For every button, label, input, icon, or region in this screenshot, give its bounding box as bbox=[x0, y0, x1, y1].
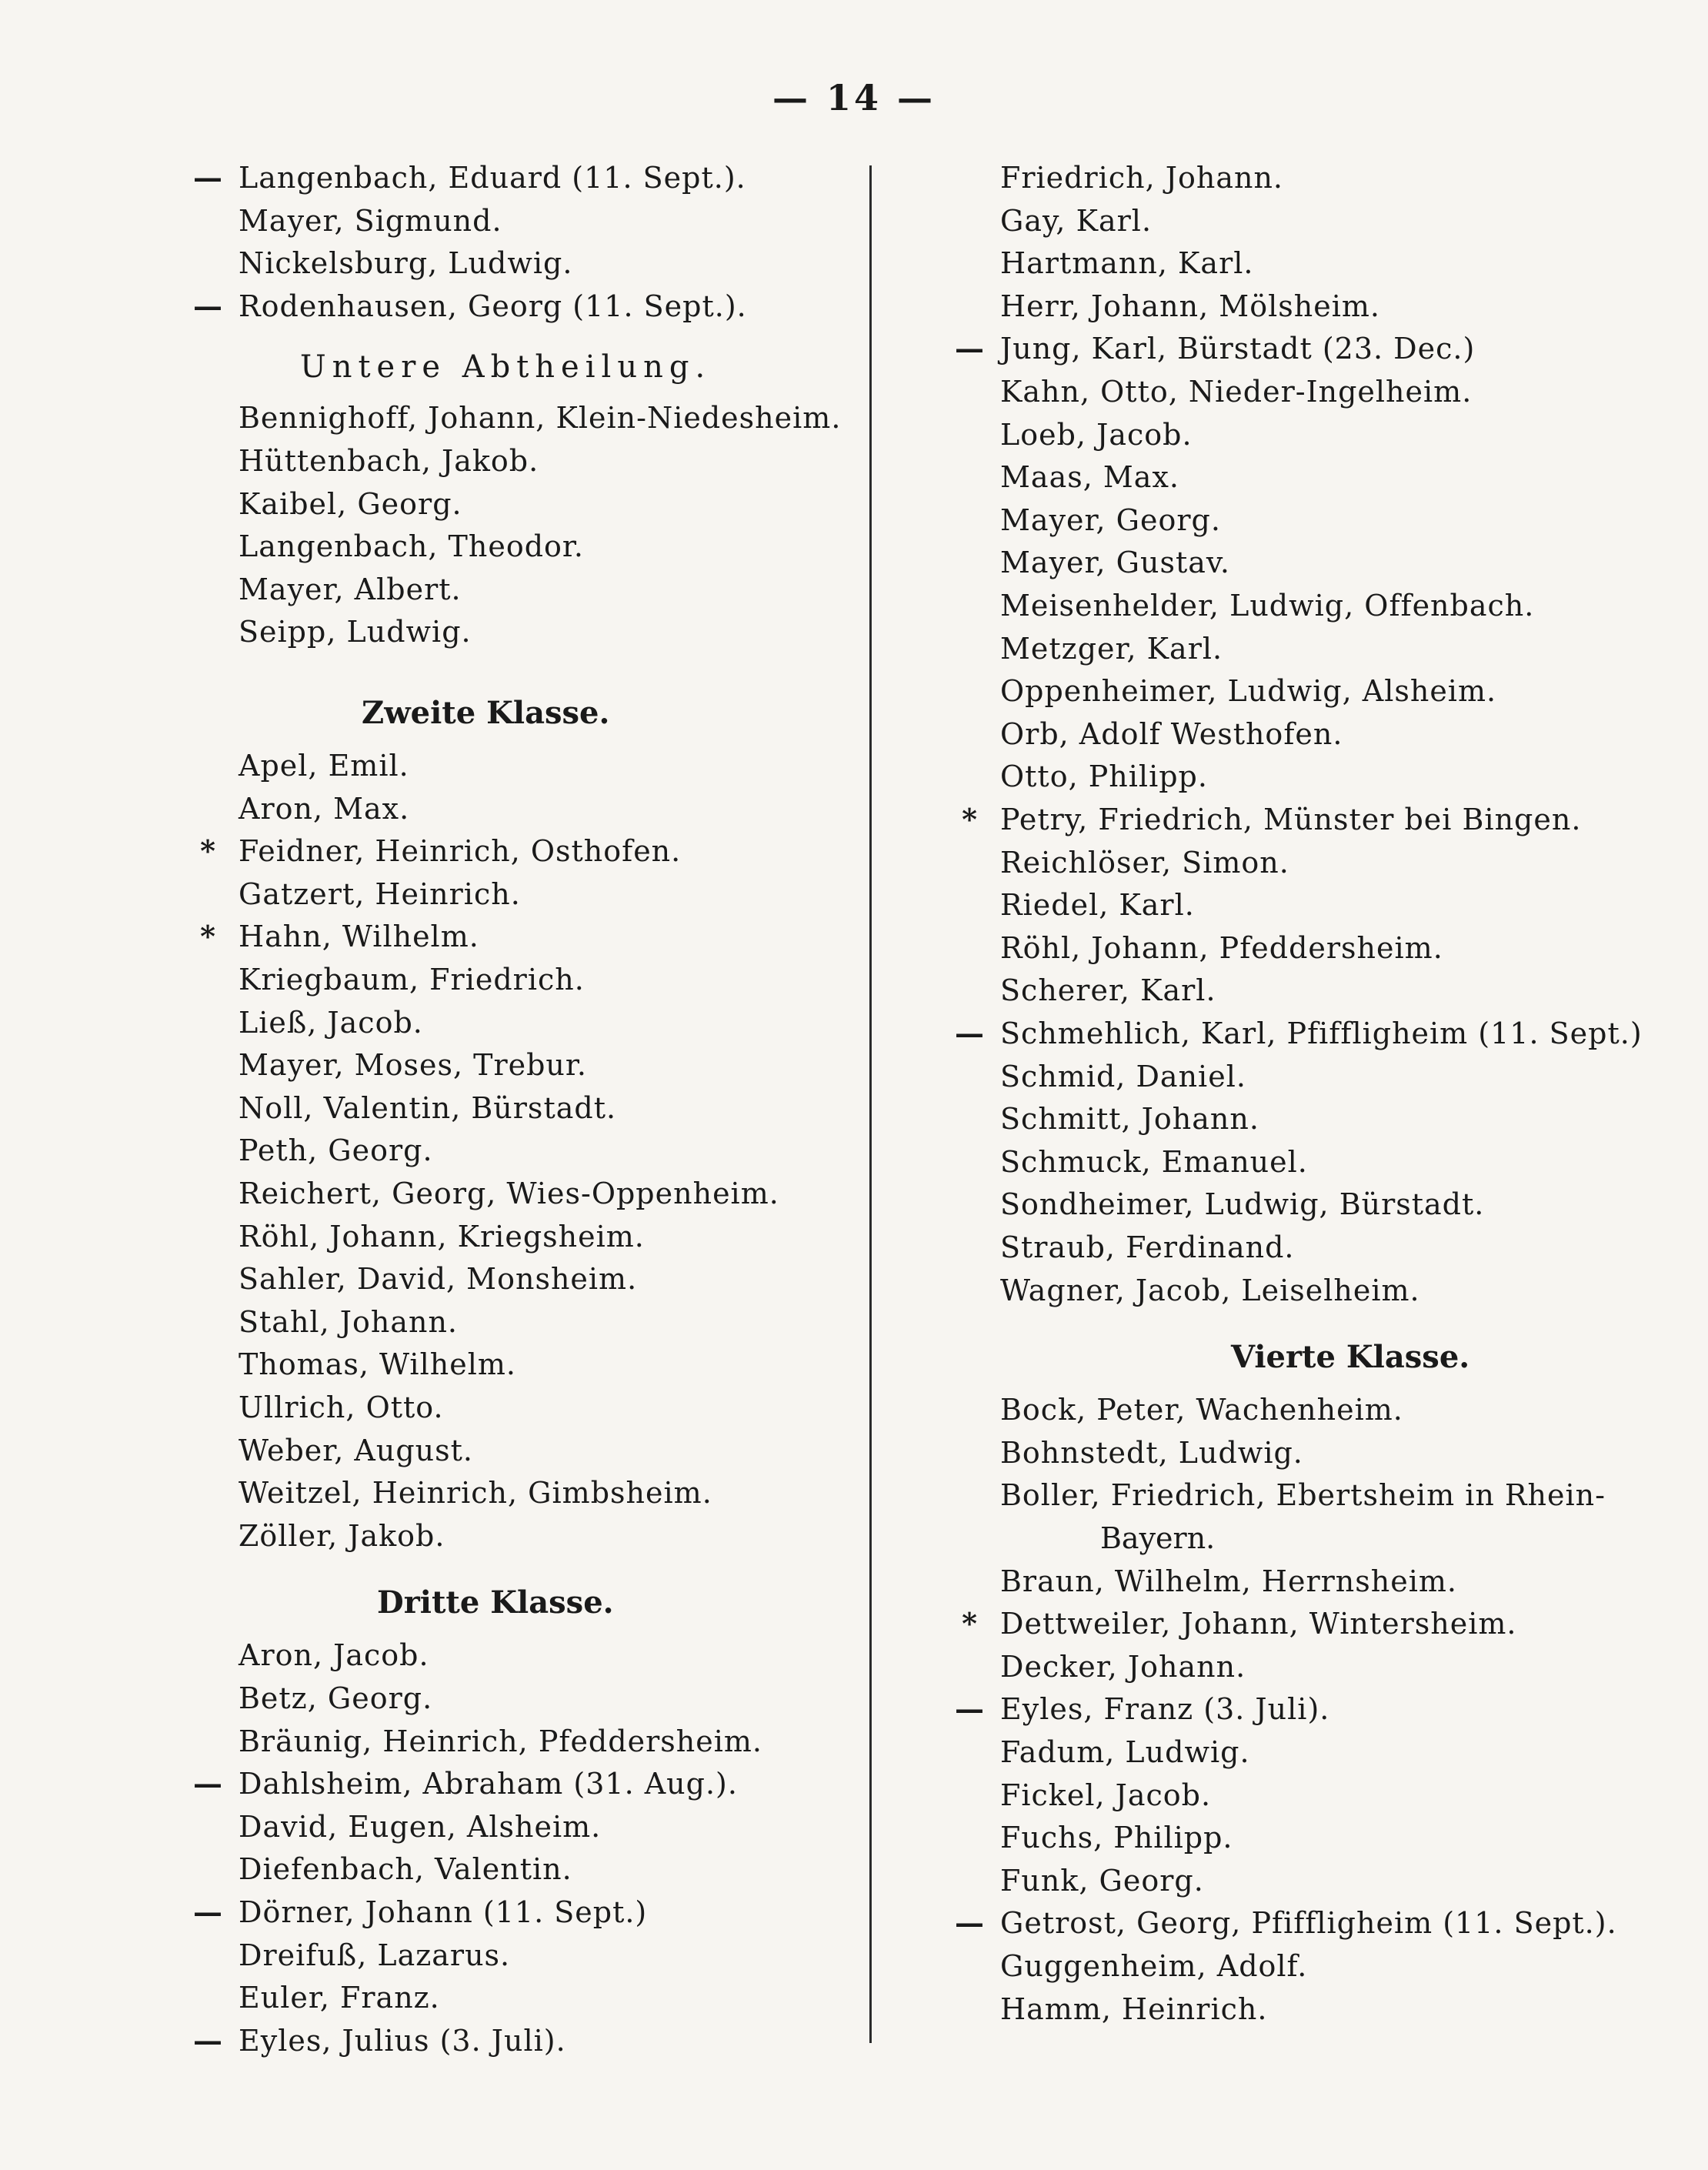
entry-name: Eyles, Franz (3. Juli). bbox=[1000, 1692, 1330, 1726]
entry-name: Braun, Wilhelm, Herrnsheim. bbox=[1000, 1564, 1458, 1598]
entry-name: Apel, Emil. bbox=[239, 749, 409, 783]
entry-name: Bräunig, Heinrich, Pfeddersheim. bbox=[239, 1724, 762, 1758]
dash-marker: — bbox=[955, 1691, 984, 1726]
entry-name: Reichert, Georg, Wies-Oppenheim. bbox=[239, 1177, 779, 1210]
entry-name: Getrost, Georg, Pfiffligheim (11. Sept.). bbox=[1000, 1906, 1617, 1940]
entry-name: Boller, Friedrich, Ebertsheim in Rhein- bbox=[1000, 1478, 1606, 1512]
entry-name: Mayer, Albert. bbox=[239, 573, 462, 606]
entry-name: Meisenhelder, Ludwig, Offenbach. bbox=[1000, 589, 1535, 623]
entry-name: Mayer, Sigmund. bbox=[239, 204, 502, 238]
entry-name: Seipp, Ludwig. bbox=[239, 615, 472, 649]
entry-name: Metzger, Karl. bbox=[1000, 632, 1223, 666]
entry-name: Straub, Ferdinand. bbox=[1000, 1230, 1295, 1264]
section-heading: Untere Abtheilung. bbox=[300, 349, 712, 386]
entry-name: Gay, Karl. bbox=[1000, 204, 1153, 238]
entry-name: Ullrich, Otto. bbox=[239, 1390, 444, 1424]
entry-name: David, Eugen, Alsheim. bbox=[239, 1810, 602, 1844]
asterisk-marker: * bbox=[962, 802, 977, 836]
dash-marker: — bbox=[955, 331, 984, 366]
asterisk-marker: * bbox=[200, 919, 215, 953]
entry-name: Noll, Valentin, Bürstadt. bbox=[239, 1091, 617, 1125]
entry-name: Scherer, Karl. bbox=[1000, 973, 1216, 1007]
entry-name: Thomas, Wilhelm. bbox=[239, 1347, 516, 1381]
entry-name: Herr, Johann, Mölsheim. bbox=[1000, 289, 1380, 323]
entry-name: Röhl, Johann, Kriegsheim. bbox=[239, 1220, 645, 1254]
entry-name: Bayern. bbox=[1100, 1521, 1216, 1555]
entry-name: Maas, Max. bbox=[1000, 460, 1179, 494]
entry-name: Stahl, Johann. bbox=[239, 1305, 459, 1339]
entry-name: Langenbach, Theodor. bbox=[239, 529, 585, 563]
entry-name: Bennighoff, Johann, Klein-Niedesheim. bbox=[239, 401, 842, 435]
entry-name: Weber, August. bbox=[239, 1434, 473, 1467]
dash-marker: — bbox=[193, 2023, 222, 2058]
entry-name: Mayer, Gustav. bbox=[1000, 546, 1230, 579]
entry-name: Otto, Philipp. bbox=[1000, 760, 1208, 793]
entry-name: Riedel, Karl. bbox=[1000, 888, 1195, 922]
entry-name: Dettweiler, Johann, Wintersheim. bbox=[1000, 1607, 1517, 1641]
entry-name: Loeb, Jacob. bbox=[1000, 418, 1193, 452]
asterisk-marker: * bbox=[962, 1606, 977, 1641]
entry-name: Betz, Georg. bbox=[239, 1681, 433, 1715]
entry-name: Hamm, Heinrich. bbox=[1000, 1992, 1268, 2026]
entry-name: Dahlsheim, Abraham (31. Aug.). bbox=[239, 1767, 738, 1801]
entry-name: Mayer, Moses, Trebur. bbox=[239, 1048, 587, 1082]
entry-name: Friedrich, Johann. bbox=[1000, 161, 1283, 195]
column-divider bbox=[869, 165, 872, 2043]
section-heading: Vierte Klasse. bbox=[1231, 1339, 1470, 1376]
entry-name: Röhl, Johann, Pfeddersheim. bbox=[1000, 931, 1443, 965]
entry-name: Schmitt, Johann. bbox=[1000, 1102, 1259, 1136]
entry-name: Hartmann, Karl. bbox=[1000, 246, 1254, 280]
asterisk-marker: * bbox=[200, 833, 215, 868]
entry-name: Jung, Karl, Bürstadt (23. Dec.) bbox=[1000, 332, 1476, 366]
entry-name: Ließ, Jacob. bbox=[239, 1006, 423, 1040]
entry-name: Aron, Jacob. bbox=[239, 1638, 429, 1672]
entry-name: Guggenheim, Adolf. bbox=[1000, 1949, 1308, 1983]
page-number: — 14 — bbox=[772, 77, 936, 119]
entry-name: Kriegbaum, Friedrich. bbox=[239, 963, 585, 997]
entry-name: Fadum, Ludwig. bbox=[1000, 1735, 1250, 1769]
entry-name: Schmid, Daniel. bbox=[1000, 1060, 1246, 1093]
dash-marker: — bbox=[955, 1016, 984, 1050]
entry-name: Hüttenbach, Jakob. bbox=[239, 444, 539, 478]
entry-name: Schmehlich, Karl, Pfiffligheim (11. Sept.) bbox=[1000, 1017, 1643, 1050]
entry-name: Dörner, Johann (11. Sept.) bbox=[239, 1895, 648, 1929]
dash-marker: — bbox=[955, 1905, 984, 1940]
entry-name: Mayer, Georg. bbox=[1000, 503, 1221, 537]
dash-marker: — bbox=[193, 289, 222, 323]
entry-name: Diefenbach, Valentin. bbox=[239, 1852, 572, 1886]
entry-name: Dreifuß, Lazarus. bbox=[239, 1938, 511, 1972]
entry-name: Orb, Adolf Westhofen. bbox=[1000, 717, 1343, 751]
entry-name: Peth, Georg. bbox=[239, 1133, 433, 1167]
entry-name: Fuchs, Philipp. bbox=[1000, 1821, 1233, 1855]
entry-name: Zöller, Jakob. bbox=[239, 1519, 445, 1553]
entry-name: Kahn, Otto, Nieder-Ingelheim. bbox=[1000, 375, 1473, 409]
entry-name: Sondheimer, Ludwig, Bürstadt. bbox=[1000, 1187, 1485, 1221]
section-heading: Zweite Klasse. bbox=[362, 695, 610, 731]
entry-name: Aron, Max. bbox=[239, 792, 410, 826]
dash-marker: — bbox=[193, 160, 222, 195]
entry-name: Feidner, Heinrich, Osthofen. bbox=[239, 834, 682, 868]
entry-name: Bock, Peter, Wachenheim. bbox=[1000, 1393, 1403, 1427]
dash-marker: — bbox=[193, 1766, 222, 1801]
dash-marker: — bbox=[193, 1895, 222, 1929]
entry-name: Reichlöser, Simon. bbox=[1000, 846, 1289, 880]
entry-name: Petry, Friedrich, Münster bei Bingen. bbox=[1000, 803, 1582, 836]
entry-name: Decker, Johann. bbox=[1000, 1650, 1246, 1684]
entry-name: Eyles, Julius (3. Juli). bbox=[239, 2024, 566, 2058]
entry-name: Rodenhausen, Georg (11. Sept.). bbox=[239, 289, 747, 323]
entry-name: Wagner, Jacob, Leiselheim. bbox=[1000, 1274, 1420, 1307]
entry-name: Hahn, Wilhelm. bbox=[239, 920, 479, 953]
section-heading: Dritte Klasse. bbox=[377, 1584, 614, 1621]
entry-name: Sahler, David, Monsheim. bbox=[239, 1262, 638, 1296]
entry-name: Schmuck, Emanuel. bbox=[1000, 1145, 1308, 1179]
entry-name: Fickel, Jacob. bbox=[1000, 1778, 1212, 1812]
entry-name: Euler, Franz. bbox=[239, 1981, 440, 2015]
entry-name: Weitzel, Heinrich, Gimbsheim. bbox=[239, 1476, 712, 1510]
entry-name: Nickelsburg, Ludwig. bbox=[239, 246, 573, 280]
entry-name: Bohnstedt, Ludwig. bbox=[1000, 1436, 1303, 1470]
entry-name: Langenbach, Eduard (11. Sept.). bbox=[239, 161, 746, 195]
entry-name: Oppenheimer, Ludwig, Alsheim. bbox=[1000, 674, 1497, 708]
entry-name: Kaibel, Georg. bbox=[239, 487, 462, 521]
entry-name: Funk, Georg. bbox=[1000, 1864, 1204, 1898]
entry-name: Gatzert, Heinrich. bbox=[239, 877, 521, 911]
